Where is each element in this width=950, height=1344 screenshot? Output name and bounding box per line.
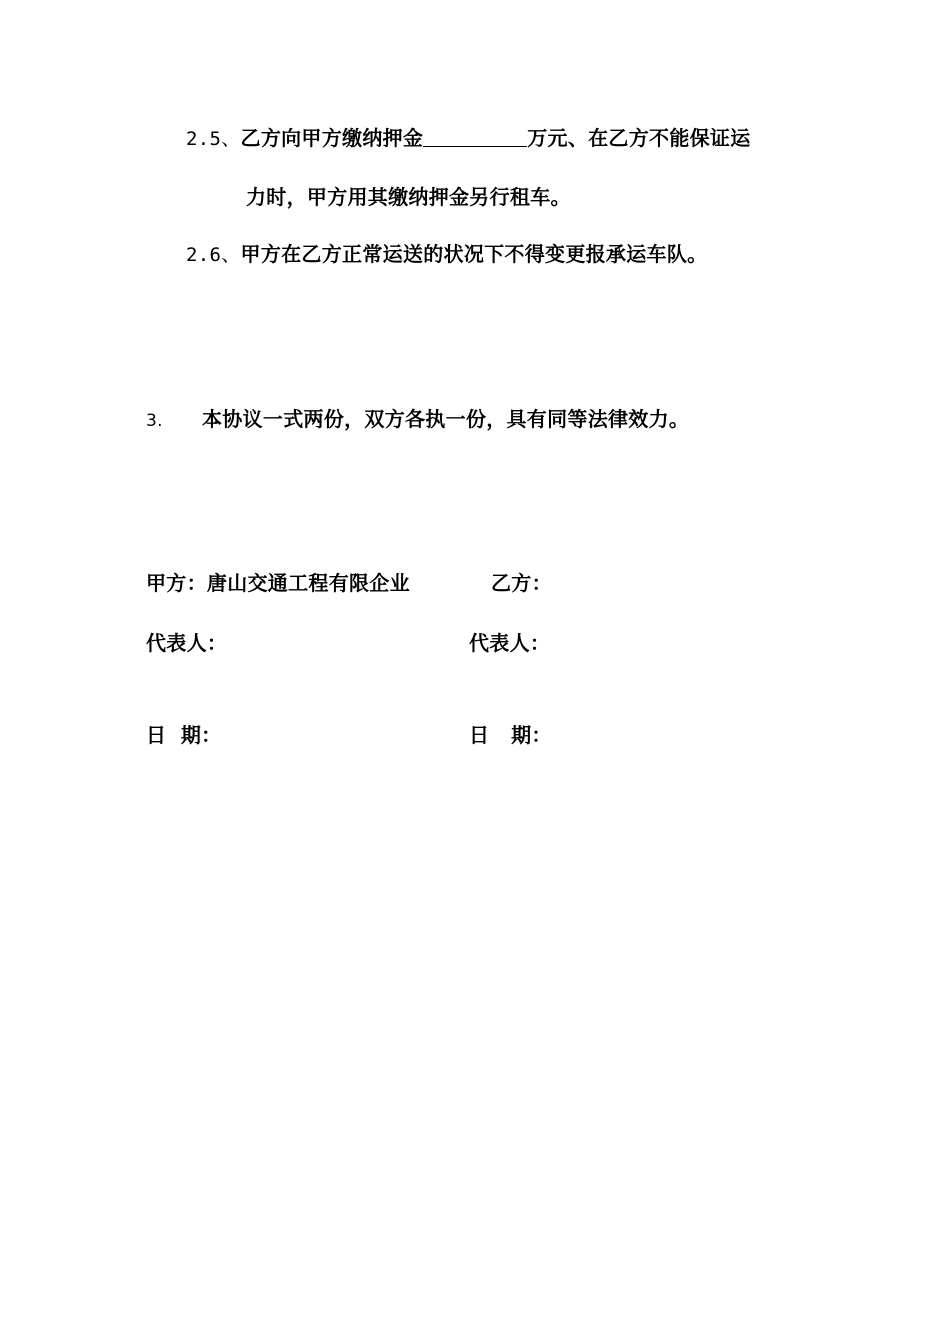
clause-2-5-number: 2.5、: [186, 128, 241, 150]
deposit-amount-blank[interactable]: [423, 126, 527, 147]
clause-2-5-line-1: [186, 124, 751, 153]
clause-2-6-number: 2.6、: [186, 244, 241, 266]
clause-3-number: 3.: [146, 411, 163, 431]
clause-2-6-text: 甲方在乙方正常运送的状况下不得变更报承运车队。: [240, 242, 708, 266]
party-a-name: 唐山交通工程有限企业: [206, 571, 410, 595]
party-b-label: 乙方：: [491, 571, 552, 595]
party-a-label: 甲方：: [146, 571, 207, 595]
party-a-line: [146, 569, 410, 597]
clause-2-6: [186, 240, 707, 269]
date-b-label: 日 期：: [469, 723, 552, 747]
clause-3-text: 本协议一式两份，双方各执一份，具有同等法律效力。: [202, 407, 690, 431]
date-a-label: 日 期：: [146, 723, 222, 747]
clause-3: [146, 405, 163, 435]
clause-2-5-text-after: 万元、在乙方不能保证运: [527, 126, 751, 150]
clause-2-5-text-before: 乙方向甲方缴纳押金: [240, 126, 424, 150]
rep-b-label: 代表人：: [469, 631, 551, 655]
clause-2-5-line-2: 力时，甲方用其缴纳押金另行租车。: [246, 185, 571, 209]
rep-a-label: 代表人：: [146, 631, 228, 655]
